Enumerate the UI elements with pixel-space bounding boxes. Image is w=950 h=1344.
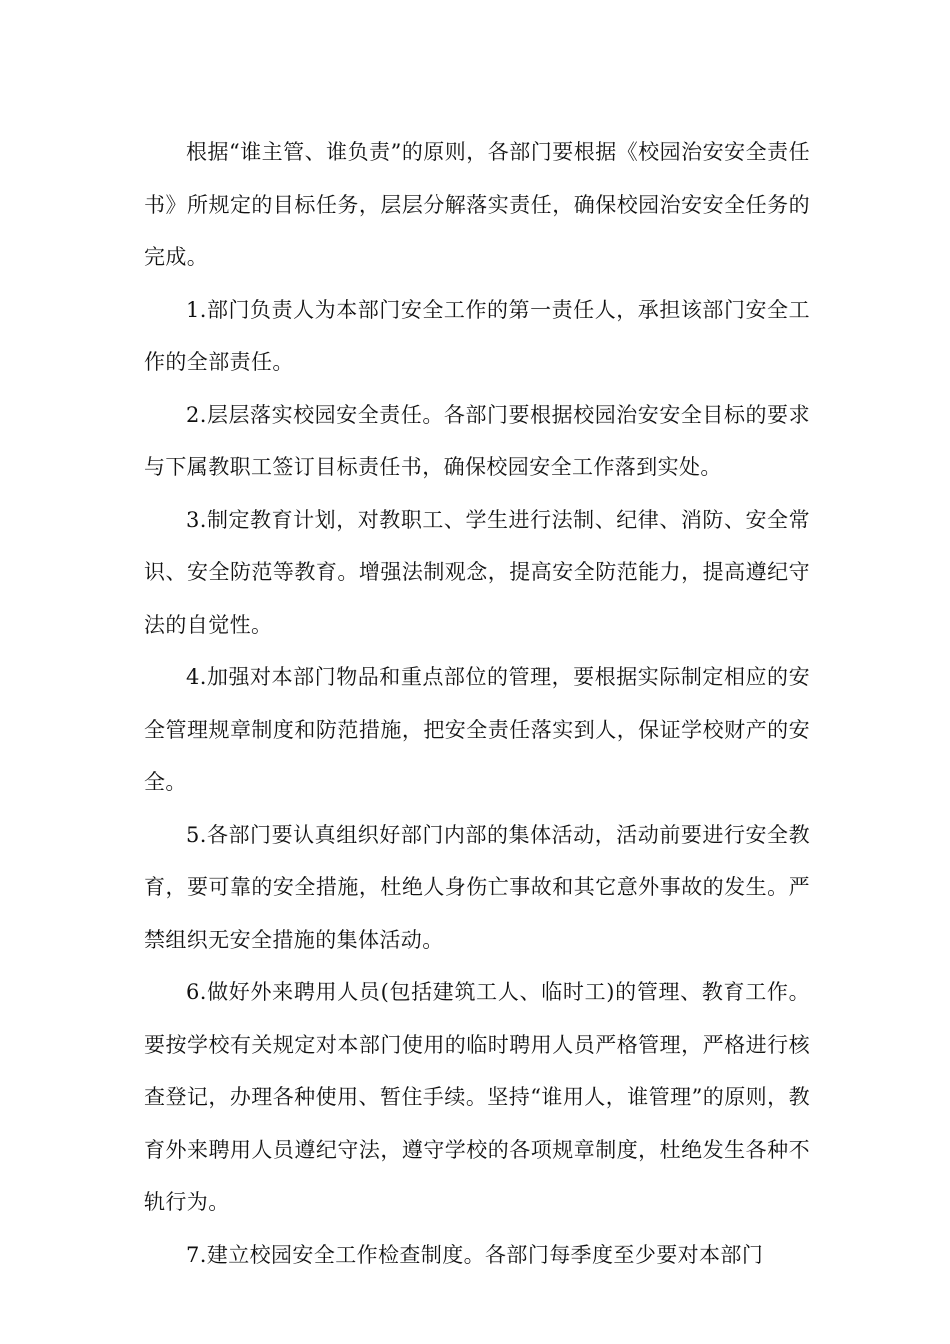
paragraph-item-1: 1.部门负责人为本部门安全工作的第一责任人，承担该部门安全工作的全部责任。 [144, 297, 810, 374]
paragraph-item-3: 3.制定教育计划，对教职工、学生进行法制、纪律、消防、安全常识、安全防范等教育。增强法制观念，提高安全防范能力，提高遵纪守法的自觉性。 [144, 507, 810, 637]
paragraph-intro: 根据“谁主管、谁负责”的原则，各部门要根据《校园治安安全责任书》所规定的目标任务，层层分解落实责任，确保校园治安安全任务的完成。 [144, 140, 810, 269]
paragraph-item-2: 2.层层落实校园安全责任。各部门要根据校园治安安全目标的要求与下属教职工签订目标责任书，确保校园安全工作落到实处。 [144, 402, 810, 479]
document-body [144, 126, 810, 1281]
paragraph-item-6: 6.做好外来聘用人员(包括建筑工人、临时工)的管理、教育工作。要按学校有关规定对本部门使用的临时聘用人员严格管理，严格进行核查登记，办理各种使用、暂住手续。坚持“谁用人，谁管理”的原则，教育外来聘用人员遵纪守法，遵守学校的各项规章制度，杜绝发生各种不轨行为。 [144, 980, 810, 1214]
paragraph-item-4: 4.加强对本部门物品和重点部位的管理，要根据实际制定相应的安全管理规章制度和防范措施，把安全责任落实到人，保证学校财产的安全。 [144, 665, 810, 794]
paragraph-item-7: 7.建立校园安全工作检查制度。各部门每季度至少要对本部门 [186, 1242, 764, 1267]
paragraph-item-5: 5.各部门要认真组织好部门内部的集体活动，活动前要进行安全教育，要可靠的安全措施，杜绝人身伤亡事故和其它意外事故的发生。严禁组织无安全措施的集体活动。 [144, 822, 810, 952]
